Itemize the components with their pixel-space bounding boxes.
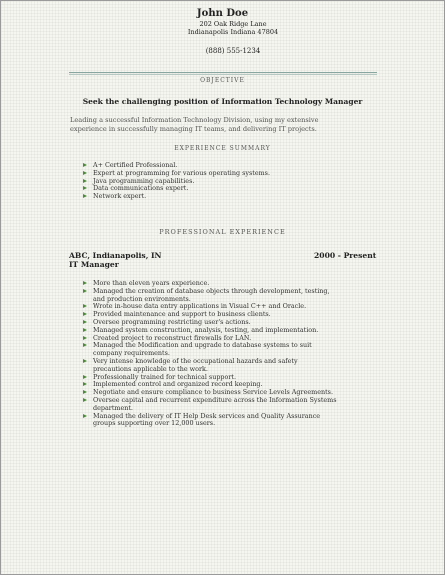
bullet-arrow-icon <box>83 382 87 386</box>
list-item: Very intense knowledge of the occupational hazards and safety precautions applicable to the work. <box>83 358 383 374</box>
bullet-arrow-icon <box>83 414 87 418</box>
bullet-arrow-icon <box>83 375 87 379</box>
list-item: Managed the creation of database objects through development, testing, and production environments. <box>83 288 383 304</box>
objective-heading: OBJECTIVE <box>200 77 245 84</box>
list-item: Managed the Modification and upgrade to database systems to suit company requirements. <box>83 342 383 358</box>
candidate-name: John Doe <box>196 8 249 19</box>
bullet-arrow-icon <box>83 171 87 175</box>
bullet-arrow-icon <box>83 312 87 316</box>
bullet-arrow-icon <box>83 194 87 198</box>
list-item: Expert at programming for various operating systems. <box>83 170 383 178</box>
objective-summary-line-2: experience in successfully managing IT teams, and delivering IT projects. <box>70 125 317 133</box>
list-item: More than eleven years experience. <box>83 280 383 288</box>
list-item: Created project to reconstruct firewalls for LAN. <box>83 335 383 343</box>
list-item: Implemented control and organized record keeping. <box>83 381 383 389</box>
bullet-arrow-icon <box>83 186 87 190</box>
bullet-arrow-icon <box>83 320 87 324</box>
bullet-arrow-icon <box>83 359 87 363</box>
list-item: A+ Certified Professional. <box>83 162 383 170</box>
professional-experience-heading: PROFESSIONAL EXPERIENCE <box>159 228 286 236</box>
header-divider-shadow <box>69 74 377 75</box>
phone-number: (888) 555-1234 <box>205 47 261 55</box>
list-item: Wrote in-house data entry applications in Visual C++ and Oracle. <box>83 303 383 311</box>
bullet-arrow-icon <box>83 281 87 285</box>
list-item: Java programming capabilities. <box>83 178 383 186</box>
job-title: IT Manager <box>69 260 119 269</box>
list-item: Oversee capital and recurrent expenditure across the Information Systems department. <box>83 397 383 413</box>
employment-dates: 2000 - Present <box>314 251 377 260</box>
list-item: Negotiate and ensure compliance to business Service Levels Agreements. <box>83 389 383 397</box>
bullet-arrow-icon <box>83 289 87 293</box>
bullet-arrow-icon <box>83 163 87 167</box>
list-item: Network expert. <box>83 193 383 201</box>
bullet-arrow-icon <box>83 304 87 308</box>
list-item: Managed system construction, analysis, testing, and implementation. <box>83 327 383 335</box>
professional-experience-list <box>83 280 383 428</box>
address-line-1: 202 Oak Ridge Lane <box>199 20 267 28</box>
address-line-2: Indianapolis Indiana 47804 <box>187 28 279 36</box>
experience-summary-list <box>83 162 383 201</box>
list-item: Oversee programming restricting user's actions. <box>83 319 383 327</box>
bullet-arrow-icon <box>83 179 87 183</box>
bullet-arrow-icon <box>83 398 87 402</box>
objective-statement: Seek the challenging position of Information Technology Manager <box>82 97 363 106</box>
bullet-arrow-icon <box>83 390 87 394</box>
list-item: Provided maintenance and support to business clients. <box>83 311 383 319</box>
company-name: ABC, Indianapolis, IN <box>69 251 162 260</box>
header-divider <box>69 72 377 73</box>
list-item: Data communications expert. <box>83 185 383 193</box>
experience-summary-heading: EXPERIENCE SUMMARY <box>174 145 271 152</box>
objective-summary-line-1: Leading a successful Information Technology Division, using my extensive <box>70 116 319 124</box>
list-item: Managed the delivery of IT Help Desk services and Quality Assurance groups supporting over 12,000 users. <box>83 413 383 429</box>
list-item: Professionally trained for technical support. <box>83 374 383 382</box>
bullet-arrow-icon <box>83 336 87 340</box>
bullet-arrow-icon <box>83 343 87 347</box>
bullet-arrow-icon <box>83 328 87 332</box>
